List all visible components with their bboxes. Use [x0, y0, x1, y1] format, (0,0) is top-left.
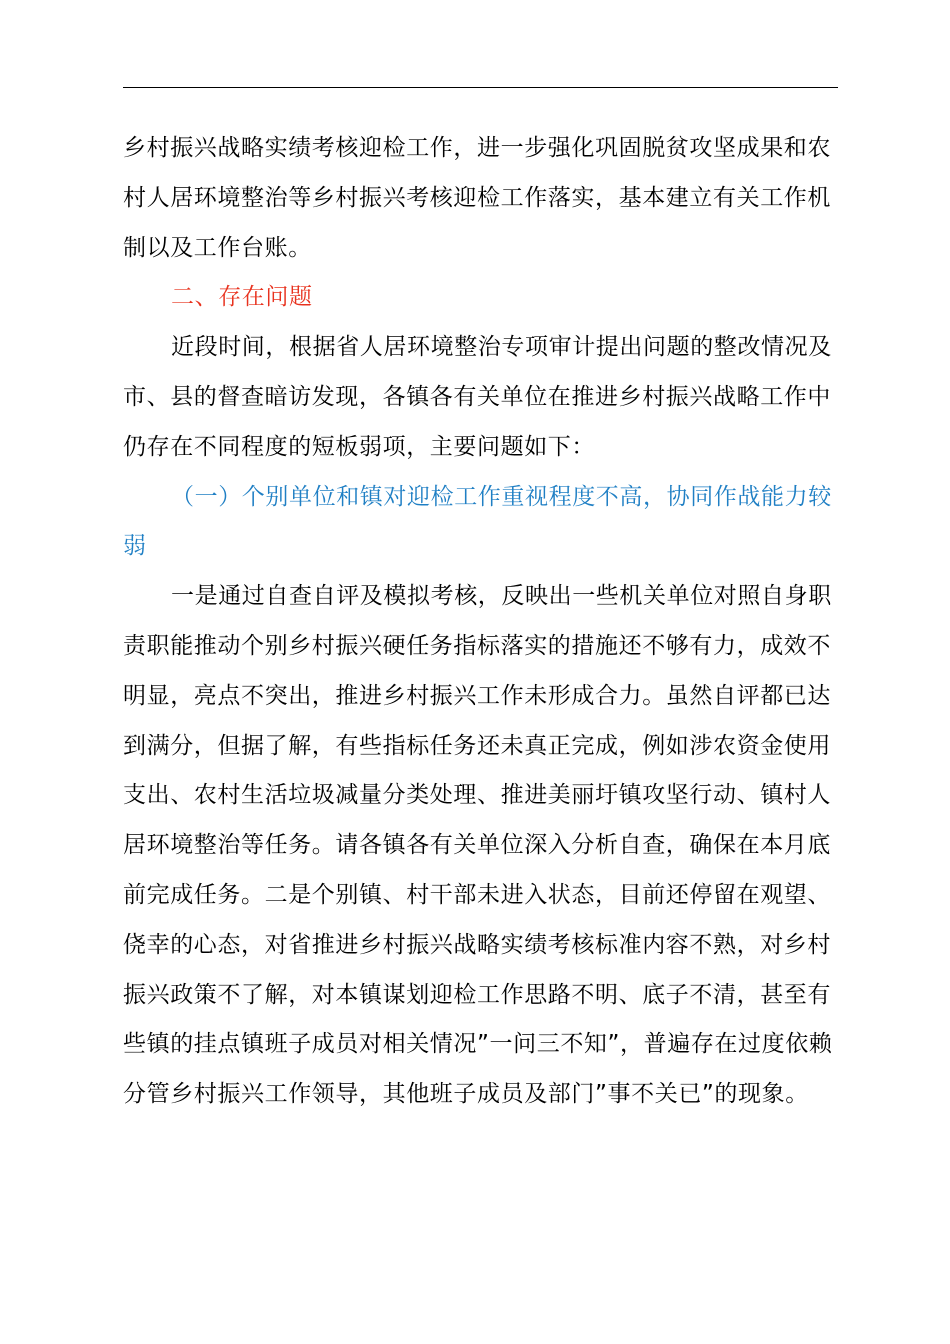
continued-paragraph: 乡村振兴战略实绩考核迎检工作，进一步强化巩固脱贫攻坚成果和农村人居环境整治等乡村振兴考核迎检工作落实，基本建立有关工作机制以及工作台账。: [123, 135, 831, 261]
intro-paragraph: 近段时间，根据省人居环境整治专项审计提出问题的整改情况及市、县的督查暗访发现，各镇各有关单位在推进乡村振兴战略工作中仍存在不同程度的短板弱项，主要问题如下：: [123, 334, 832, 460]
header-rule: [123, 87, 838, 88]
subheading-1: （一）个别单位和镇对迎检工作重视程度不高，协同作战能力较弱: [123, 483, 832, 560]
document-body: [123, 124, 838, 1120]
body-paragraph: 一是通过自查自评及模拟考核，反映出一些机关单位对照自身职责职能推动个别乡村振兴硬任务指标落实的措施还不够有力，成效不明显，亮点不突出，推进乡村振兴工作未形成合力。虽然自评都已达到满分，但据了解，有些指标任务还未真正完成，例如涉农资金使用支出、农村生活垃圾减量分类处理、推进美丽圩镇攻坚行动、镇村人居环境整治等任务。请各镇各有关单位深入分析自查，确保在本月底前完成任务。二是个别镇、村干部未进入状态，目前还停留在观望、侥幸的心态，对省推进乡村振兴战略实绩考核标准内容不熟，对乡村振兴政策不了解，对本镇谋划迎检工作思路不明、底子不清，甚至有些镇的挂点镇班子成员对相关情况”一问三不知”，普遍存在过度依赖分管乡村振兴工作领导，其他班子成员及部门”事不关已”的现象。: [123, 583, 833, 1108]
section-heading: 二、存在问题: [171, 284, 313, 311]
